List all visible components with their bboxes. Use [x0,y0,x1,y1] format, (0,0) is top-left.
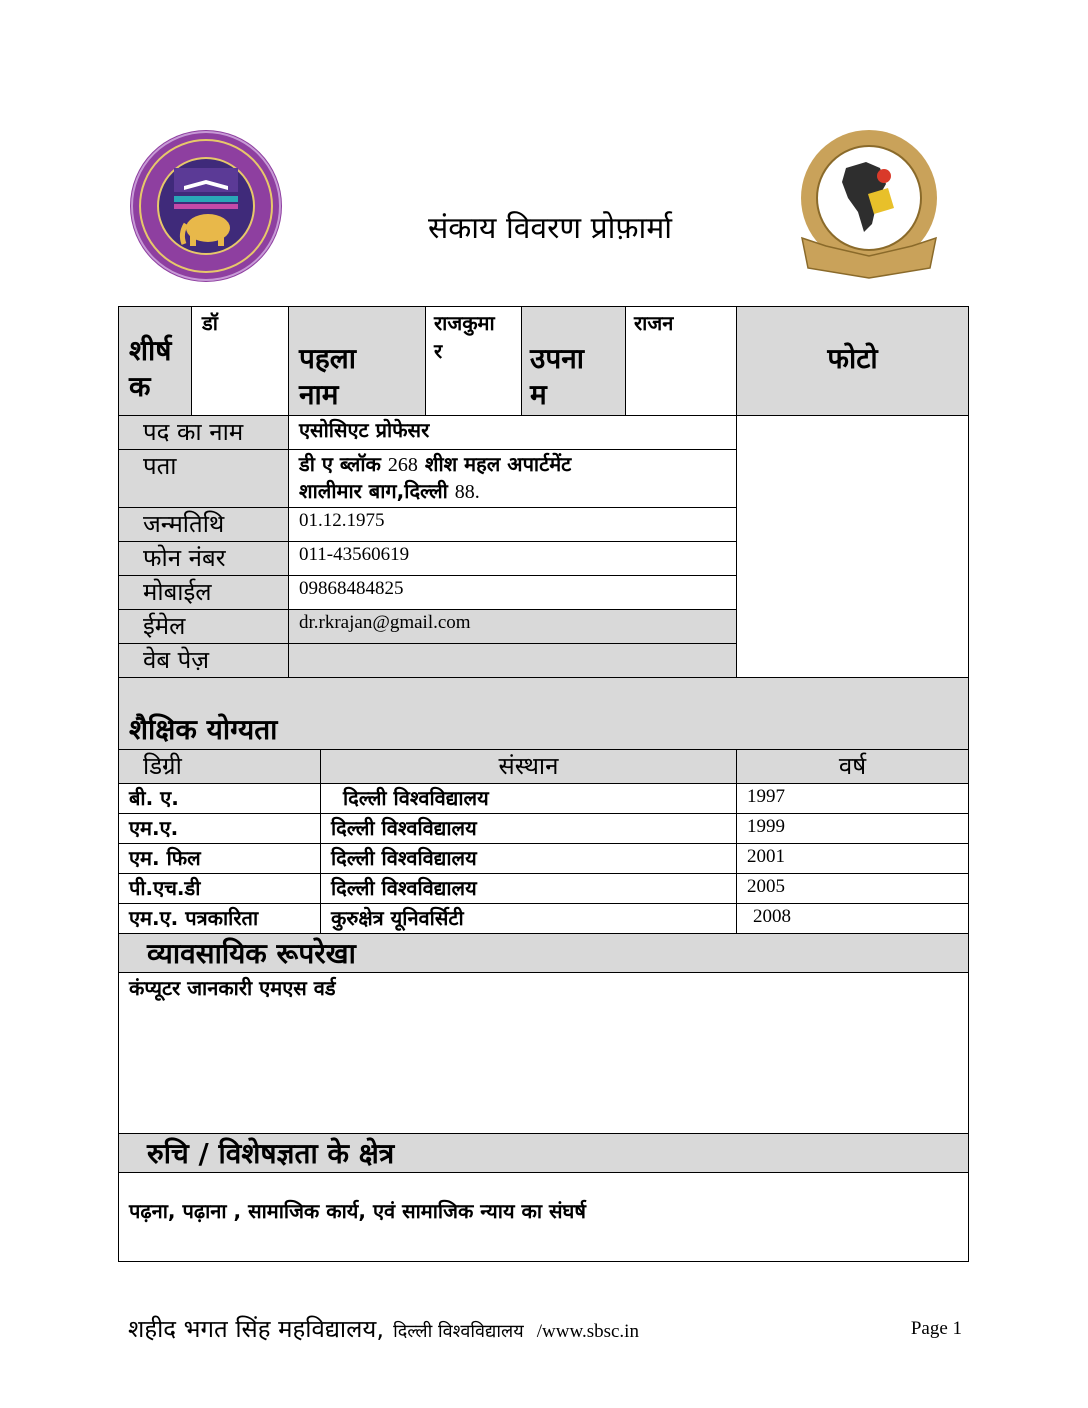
address-line2-num: 88. [454,481,480,503]
photo-label-cell [736,306,969,416]
edu-row [118,783,321,814]
edu-col-institute [320,749,737,784]
university-of-delhi-logo [128,128,284,284]
first-name-label-line1: पहला [299,342,357,375]
edu-year: 2001 [747,846,785,867]
surname-label-line2: म [530,378,547,411]
profile-content-cell [118,972,969,1134]
edu-degree: बी. ए. [129,786,179,810]
edu-row [320,843,737,874]
edu-degree: एम.ए. [129,816,179,840]
profile-section-header [118,933,969,973]
web-label: वेब पेज़ [143,646,210,674]
mobile-label-cell [118,575,289,610]
first-name-value-line2: र [434,339,443,363]
title-label-line2: क [129,370,151,403]
dob-label: जन्मतिथि [143,510,225,538]
address-label-cell [118,449,289,508]
phone-value: 011-43560619 [299,544,410,565]
page-title: संकाय विवरण प्रोफ़ार्मा [427,211,673,246]
edu-row [736,903,969,934]
edu-col-year [736,749,969,784]
email-label: ईमेल [143,612,186,640]
edu-row [118,843,321,874]
edu-row [320,783,737,814]
surname-label-cell [521,306,626,416]
footer-university: दिल्ली विश्वविद्यालय [393,1321,524,1342]
title-value: डॉ [202,311,218,335]
edu-year: 1997 [747,786,785,807]
web-value-cell [288,643,737,678]
edu-degree: पी.एच.डी [129,876,201,900]
address-line1-rest: शीश महल अपार्टमेंट [424,452,572,476]
edu-row [118,873,321,904]
email-label-cell [118,609,289,644]
address-value-cell [288,449,737,508]
mobile-value: 09868484825 [299,578,404,599]
header [0,0,1088,300]
web-label-cell [118,643,289,678]
address-line1-dev: डी ए ब्लॉक [299,452,381,476]
profile-content: कंप्यूटर जानकारी एमएस वर्ड [129,976,336,1000]
designation-value: एसोसिएट प्रोफेसर [299,418,430,442]
footer [128,1312,962,1352]
edu-row [736,873,969,904]
edu-col-institute-label: संस्थान [498,752,559,780]
designation-label-cell [118,415,289,450]
photo-label: फोटो [827,342,878,375]
phone-value-cell [288,541,737,576]
dob-value-cell [288,507,737,542]
footer-college: शहीद भगत सिंह महविद्यालय, [128,1315,384,1343]
phone-label-cell [118,541,289,576]
surname-value-cell [625,306,737,416]
edu-row [736,783,969,814]
edu-year: 1999 [747,816,785,837]
footer-page-number: Page 1 [910,1318,962,1339]
title-label-cell [118,306,192,416]
interests-section-header [118,1133,969,1173]
edu-row [320,903,737,934]
address-line1 [289,450,736,479]
edu-col-degree [118,749,321,784]
first-name-value-line1: राजकुमा [434,311,495,335]
first-name-value-cell [425,306,522,416]
title-label-line1: शीर्ष [129,334,172,367]
email-value: dr.rkrajan@gmail.com [299,612,471,633]
address-line2-dev: शालीमार बाग,दिल्ली [299,479,448,503]
surname-value: राजन [634,311,674,335]
designation-label: पद का नाम [143,418,244,446]
edu-degree: एम.ए. पत्रकारिता [129,906,259,930]
edu-institute: दिल्ली विश्वविद्यालय [343,786,489,810]
profile-section-title: व्यावसायिक रूपरेखा [147,937,356,970]
footer-website: /www.sbsc.in [536,1321,639,1342]
email-value-cell [288,609,737,644]
address-label: पता [143,452,177,480]
edu-row [118,903,321,934]
edu-degree: एम. फिल [129,846,201,870]
edu-institute: दिल्ली विश्वविद्यालय [331,876,477,900]
edu-col-year-label: वर्ष [838,752,867,780]
mobile-value-cell [288,575,737,610]
edu-col-degree-label: डिग्री [143,752,182,780]
address-line1-num: 268 [387,454,418,476]
edu-year: 2005 [747,876,785,897]
address-line2 [289,477,736,506]
mobile-label: मोबाईल [143,578,212,606]
designation-value-cell [288,415,737,450]
edu-year: 2008 [753,906,791,927]
education-section-title: शैक्षिक योग्यता [129,713,278,746]
edu-row [320,813,737,844]
edu-row [118,813,321,844]
edu-institute: दिल्ली विश्वविद्यालय [331,846,477,870]
edu-institute: दिल्ली विश्वविद्यालय [331,816,477,840]
title-value-cell [191,306,289,416]
sbsc-college-logo [796,128,942,284]
edu-institute: कुरुक्षेत्र यूनिवर्सिटी [331,906,464,930]
interests-content-cell [118,1172,969,1262]
first-name-label-line2: नाम [299,378,339,411]
surname-label-line1: उपना [530,342,585,375]
dob-label-cell [118,507,289,542]
photo-area [736,415,969,678]
phone-label: फोन नंबर [143,544,226,572]
dob-value: 01.12.1975 [299,510,385,531]
first-name-label-cell [288,306,426,416]
interests-section-title: रुचि / विशेषज्ञता के क्षेत्र [147,1137,395,1170]
edu-row [320,873,737,904]
edu-row [736,843,969,874]
interests-content: पढ़ना, पढ़ाना , सामाजिक कार्य, एवं सामाजिक न्याय का संघर्ष [129,1199,586,1223]
edu-row [736,813,969,844]
education-section-header [118,677,969,750]
